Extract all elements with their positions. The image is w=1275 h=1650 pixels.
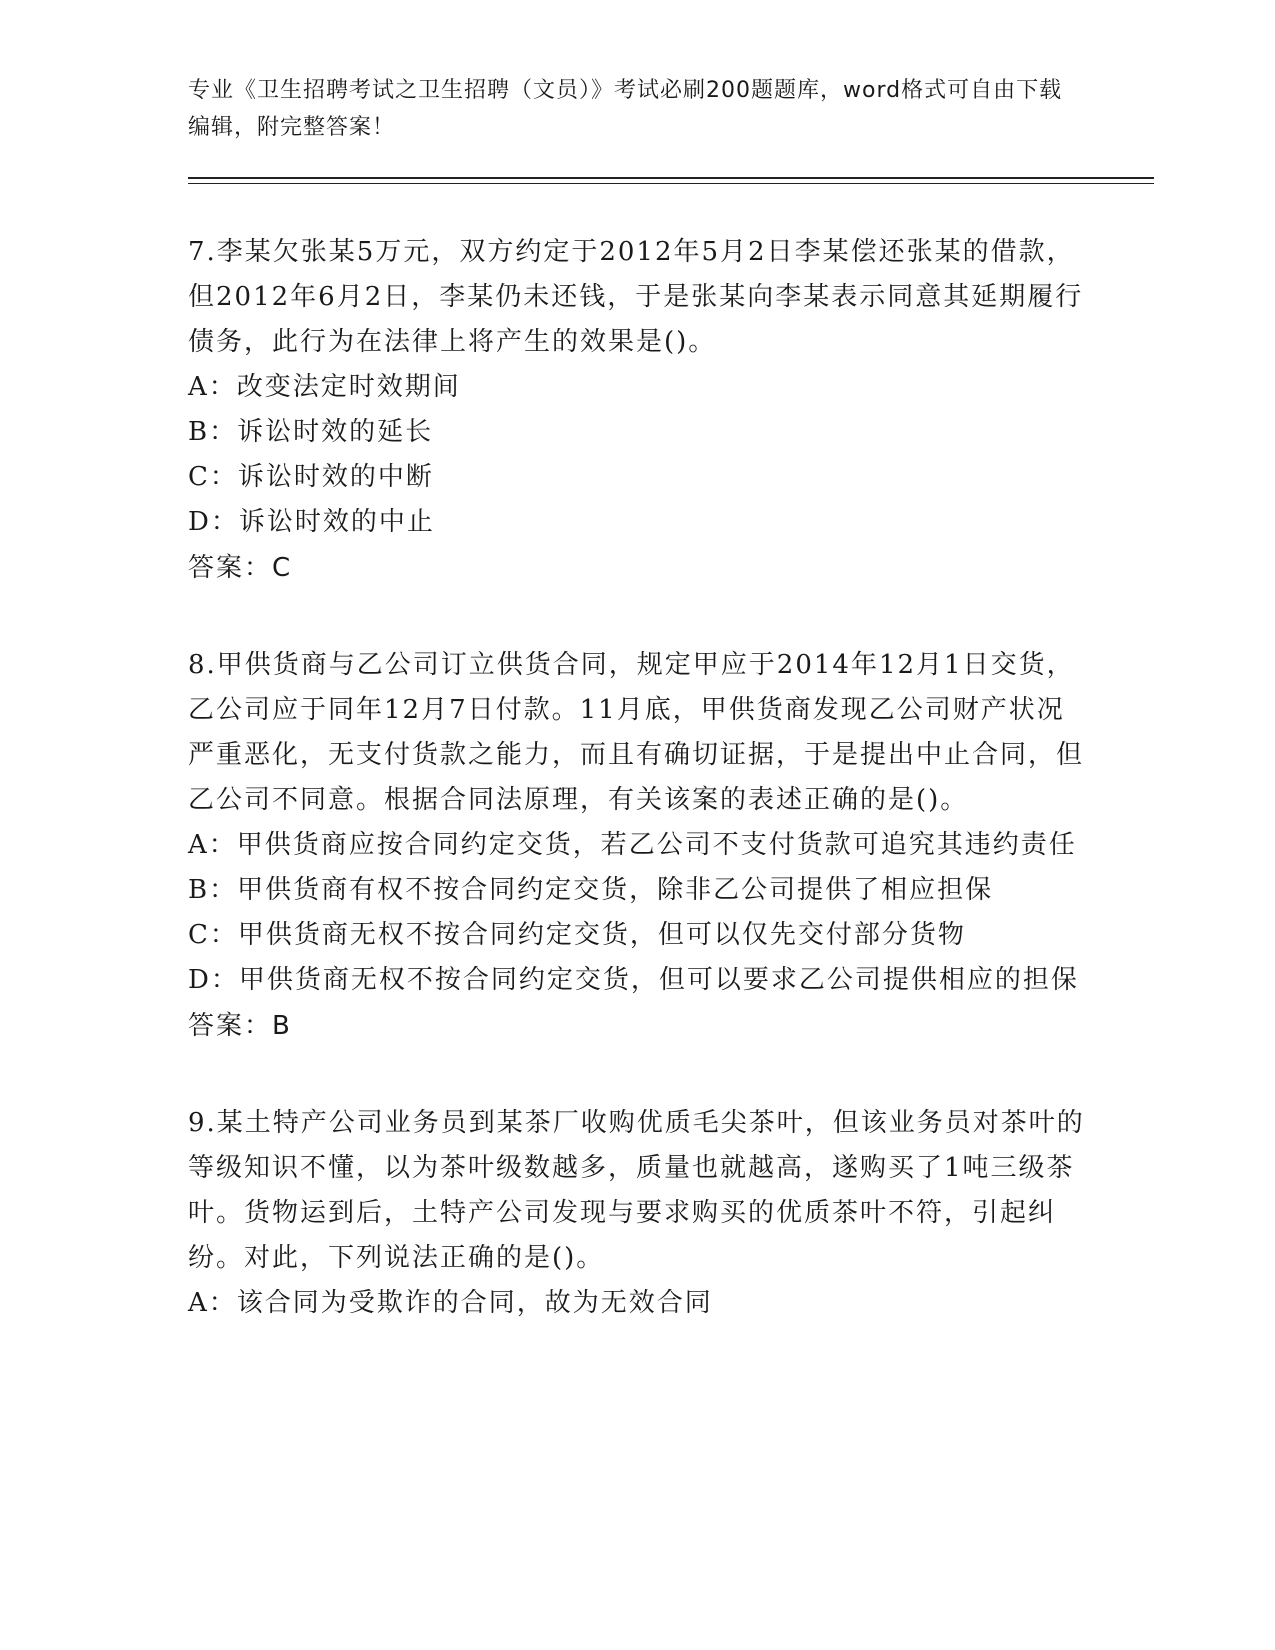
option-a: A：该合同为受欺诈的合同，故为无效合同	[188, 1288, 713, 1318]
question-stem: 9.某土特产公司业务员到某茶厂收购优质毛尖茶叶，但该业务员对茶叶的等级知识不懂，以为茶叶级数越多，质量也就越高，遂购买了1吨三级茶叶。货物运到后，土特产公司发现与要求购买的优质茶叶不符，引起纠纷。对此，下列说法正确的是()。	[188, 1108, 1085, 1273]
question-list	[188, 230, 1088, 1378]
header-divider-thick	[188, 177, 1154, 179]
option-a: A：甲供货商应按合同约定交货，若乙公司不支付货款可追究其违约责任	[188, 830, 1077, 860]
option-a: A：改变法定时效期间	[188, 372, 461, 402]
option-d: D：甲供货商无权不按合同约定交货，但可以要求乙公司提供相应的担保	[188, 965, 1079, 995]
option-d: D：诉讼时效的中止	[188, 507, 435, 537]
option-c: C：甲供货商无权不按合同约定交货，但可以仅先交付部分货物	[188, 920, 966, 950]
answer-line: 答案：B	[188, 1011, 292, 1041]
answer-line: 答案：C	[188, 553, 293, 583]
option-b: B：诉讼时效的延长	[188, 417, 434, 447]
question-7	[188, 230, 1088, 591]
question-8	[188, 643, 1088, 1049]
question-stem: 8.甲供货商与乙公司订立供货合同，规定甲应于2014年12月1日交货，乙公司应于同年12月7日付款。11月底，甲供货商发现乙公司财产状况严重恶化，无支付货款之能力，而且有确切证据，于是提出中止合同，但乙公司不同意。根据合同法原理，有关该案的表述正确的是()。	[188, 650, 1085, 815]
question-9	[188, 1101, 1088, 1326]
header-divider-thin	[188, 183, 1154, 184]
document-header: 专业《卫生招聘考试之卫生招聘（文员）》考试必刷200题题库，word格式可自由下载编辑，附完整答案！	[188, 78, 1063, 140]
option-c: C：诉讼时效的中断	[188, 462, 434, 492]
option-b: B：甲供货商有权不按合同约定交货，除非乙公司提供了相应担保	[188, 875, 994, 905]
question-stem: 7.李某欠张某5万元，双方约定于2012年5月2日李某偿还张某的借款，但2012年6月2日，李某仍未还钱，于是张某向李某表示同意其延期履行债务，此行为在法律上将产生的效果是()。	[188, 237, 1084, 357]
